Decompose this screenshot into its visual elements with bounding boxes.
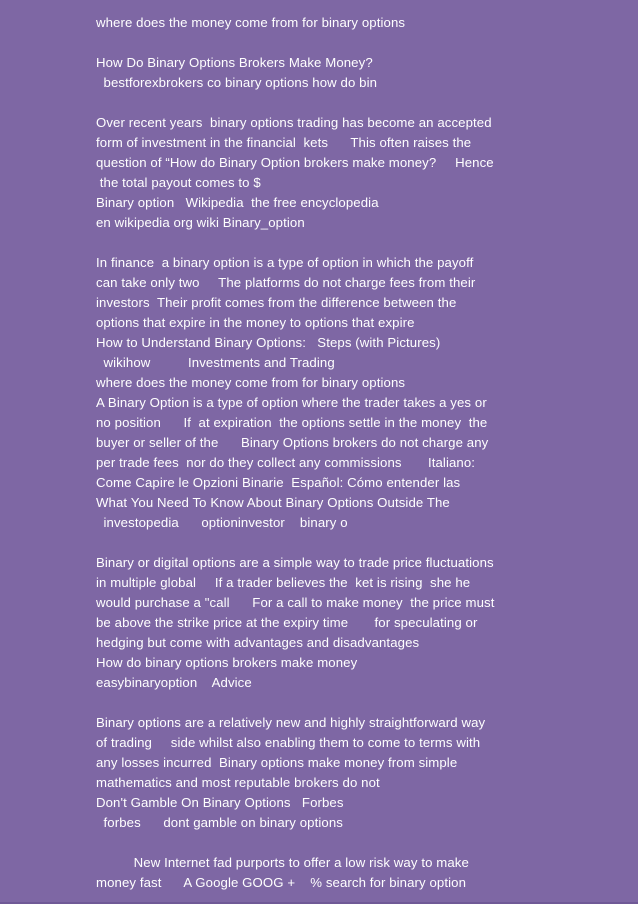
text-line: in multiple global If a trader believes the ket is rising she he xyxy=(96,575,471,590)
text-line: Binary options are a relatively new and highly straightforward way xyxy=(96,715,486,730)
text-line: How to Understand Binary Options: Steps (with Pictures) xyxy=(96,335,441,350)
text-line: forbes dont gamble on binary options xyxy=(96,815,343,830)
text-line: of trading side whilst also enabling them to come to terms with xyxy=(96,735,481,750)
blank-line xyxy=(96,93,536,113)
blank-line xyxy=(96,693,536,713)
text-line: mathematics and most reputable brokers do not xyxy=(96,775,380,790)
blank-line xyxy=(96,533,536,553)
text-line: Binary or digital options are a simple way to trade price fluctuations xyxy=(96,555,494,570)
blank-line xyxy=(96,833,536,853)
text-line: Binary option Wikipedia the free encyclopedia xyxy=(96,195,379,210)
text-line: per trade fees nor do they collect any commissions Italiano: xyxy=(96,455,476,470)
text-line: any losses incurred Binary options make money from simple xyxy=(96,755,458,770)
text-line: form of investment in the financial kets This often raises the xyxy=(96,135,472,150)
text-line: en wikipedia org wiki Binary_option xyxy=(96,215,305,230)
text-line: wikihow Investments and Trading xyxy=(96,355,335,370)
text-line: options that expire in the money to options that expire xyxy=(96,315,415,330)
text-line: question of “How do Binary Option brokers make money? Hence xyxy=(96,155,494,170)
text-line: easybinaryoption Advice xyxy=(96,675,252,690)
text-line: Come Capire le Opzioni Binarie Español: Cómo entender las xyxy=(96,475,461,490)
text-line: can take only two The platforms do not charge fees from their xyxy=(96,275,476,290)
text-line: investopedia optioninvestor binary o xyxy=(96,515,348,530)
text-line: Don't Gamble On Binary Options Forbes xyxy=(96,795,344,810)
text-line: investors Their profit comes from the difference between the xyxy=(96,295,457,310)
text-line: A Binary Option is a type of option where the trader takes a yes or xyxy=(96,395,487,410)
text-line: Over recent years binary options trading has become an accepted xyxy=(96,115,492,130)
text-line: bestforexbrokers co binary options how do bin xyxy=(96,75,378,90)
text-line: New Internet fad purports to offer a low risk way to make xyxy=(96,855,469,870)
text-line: where does the money come from for binary options xyxy=(96,15,406,30)
text-line: hedging but come with advantages and disadvantages xyxy=(96,635,420,650)
text-line: be above the strike price at the expiry time for speculating or xyxy=(96,615,478,630)
text-line: How Do Binary Options Brokers Make Money? xyxy=(96,55,373,70)
blank-line xyxy=(96,233,536,253)
text-line: money fast A Google GOOG + % search for binary option xyxy=(96,875,467,890)
blank-line xyxy=(96,33,536,53)
document-page xyxy=(96,13,536,893)
text-line: no position If at expiration the options settle in the money the xyxy=(96,415,488,430)
text-line: buyer or seller of the Binary Options brokers do not charge any xyxy=(96,435,489,450)
text-line: How do binary options brokers make money xyxy=(96,655,358,670)
text-line: where does the money come from for binary options xyxy=(96,375,406,390)
text-line: What You Need To Know About Binary Options Outside The xyxy=(96,495,450,510)
text-line: would purchase a "call For a call to make money the price must xyxy=(96,595,495,610)
text-line: the total payout comes to $ xyxy=(96,175,261,190)
text-line: In finance a binary option is a type of option in which the payoff xyxy=(96,255,474,270)
